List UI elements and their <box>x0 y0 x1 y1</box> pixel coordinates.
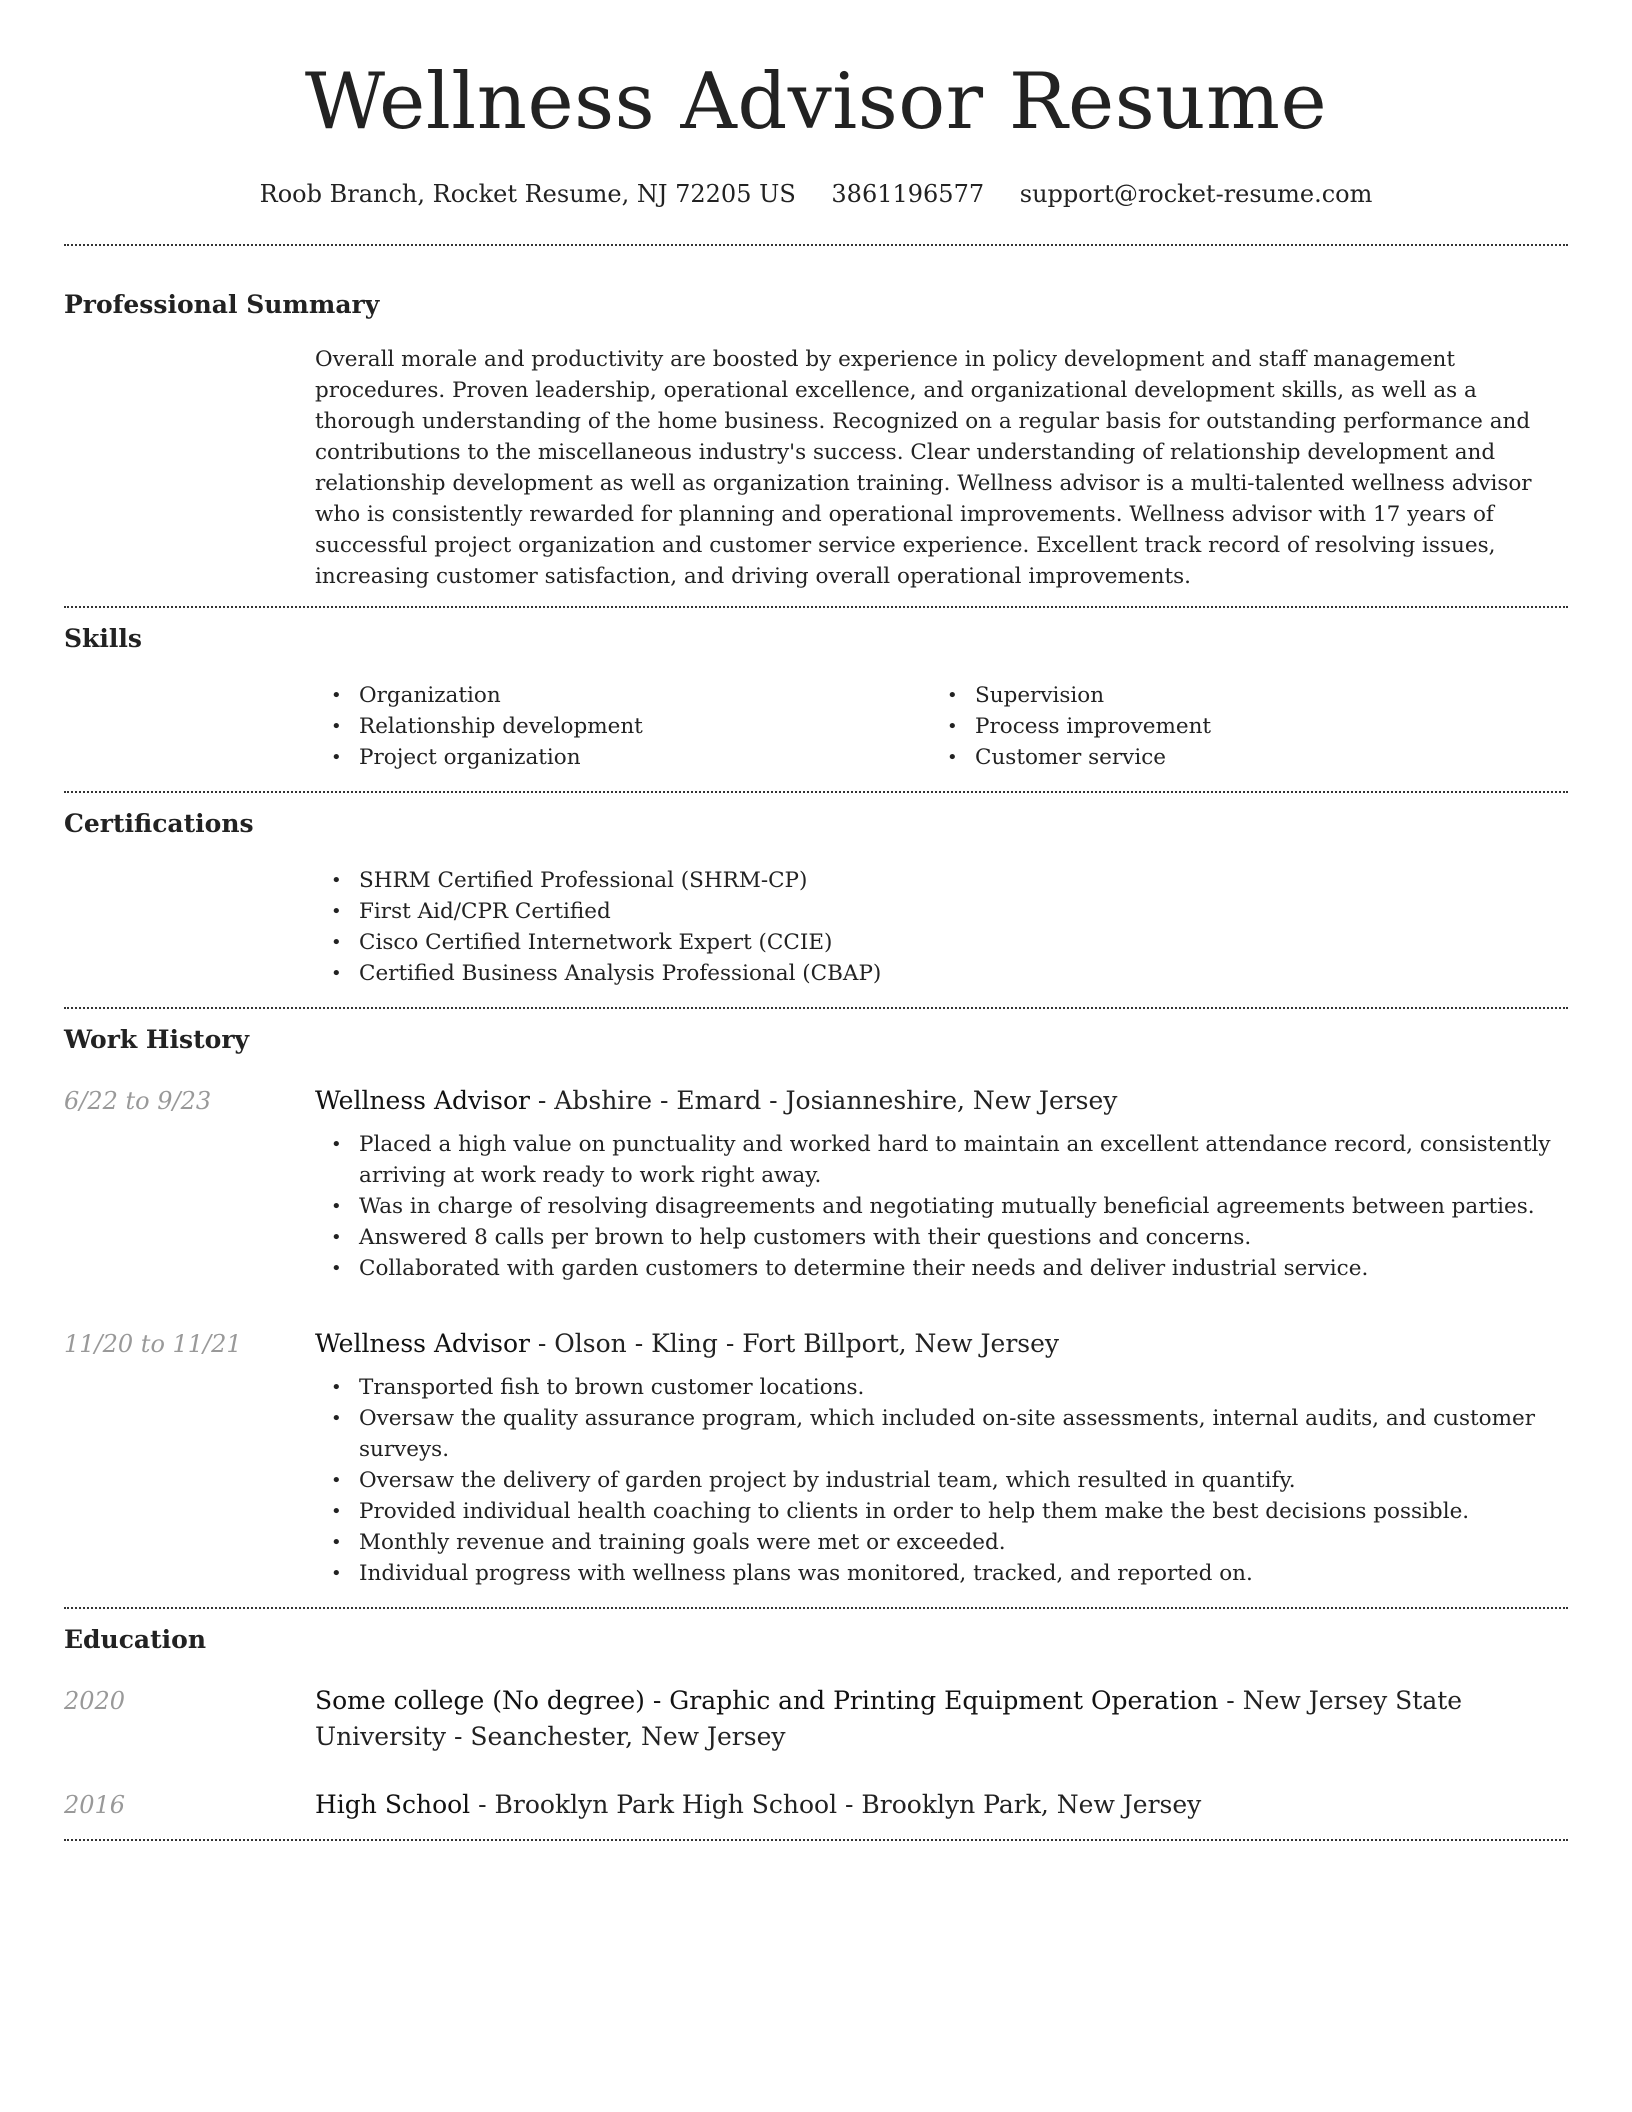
job-employer: - Olson - Kling - Fort Billport, New Jersey <box>529 1329 1060 1358</box>
job-role: Wellness Advisor <box>315 1086 530 1115</box>
job-bullet: • Provided individual health coaching to clients in order to help them make the best decisions possible. <box>315 1496 1568 1527</box>
certifications-list <box>315 865 1568 989</box>
education-entry <box>64 1683 1568 1755</box>
job-bullets <box>315 1372 1568 1589</box>
skill-item: • Process improvement <box>931 711 1547 742</box>
skills-list <box>315 680 1568 773</box>
job-bullet: • Was in charge of resolving disagreements and negotiating mutually beneficial agreements between parties. <box>315 1191 1568 1222</box>
skill-item: • Supervision <box>931 680 1547 711</box>
job-body <box>315 1326 1568 1589</box>
section-divider <box>64 244 1568 246</box>
resume-title: Wellness Advisor Resume <box>304 57 1328 147</box>
certification-item: • SHRM Certified Professional (SHRM-CP) <box>315 865 1568 896</box>
certifications-section <box>64 807 1568 989</box>
job-bullet: • Monthly revenue and training goals were met or exceeded. <box>315 1527 1568 1558</box>
section-divider <box>64 791 1568 793</box>
job-bullet: • Transported fish to brown customer locations. <box>315 1372 1568 1403</box>
contact-address: Roob Branch, Rocket Resume, NJ 72205 US <box>259 180 796 208</box>
summary-text: Overall morale and productivity are boosted by experience in policy development and staff management procedures. Proven leadership, operational excellence, and organizational development skills, as well as a thorough understanding of the home business. Recognized on a regular basis for outstanding performance and contributions to the miscellaneous industry's success. Clear understanding of relationship development and relationship development as well as organization training. Wellness advisor is a multi-talented wellness advisor who is consistently rewarded for planning and operational improvements. Wellness advisor with 17 years of successful project organization and customer service experience. Excellent track record of resolving issues, increasing customer satisfaction, and driving overall operational improvements. <box>315 347 1532 589</box>
education-date: 2016 <box>64 1791 126 1819</box>
job-bullet: • Individual progress with wellness plans was monitored, tracked, and reported on. <box>315 1558 1568 1589</box>
education-section <box>64 1623 1568 1823</box>
section-divider <box>64 1607 1568 1609</box>
contact-line <box>64 178 1568 210</box>
work-history-heading: Work History <box>64 1025 250 1054</box>
summary-heading: Professional Summary <box>64 290 380 319</box>
skill-item: • Customer service <box>931 742 1547 773</box>
section-divider <box>64 1007 1568 1009</box>
skills-column-right <box>931 680 1547 773</box>
section-divider <box>64 606 1568 608</box>
contact-phone: 3861196577 <box>831 180 985 208</box>
job-heading <box>315 1083 1568 1119</box>
job-employer: - Abshire - Emard - Josianneshire, New Jersey <box>529 1086 1118 1115</box>
job-bullet: • Collaborated with garden customers to determine their needs and deliver industrial service. <box>315 1253 1568 1284</box>
skill-item: • Project organization <box>315 742 931 773</box>
job-entry <box>64 1326 1568 1589</box>
job-bullet: • Answered 8 calls per brown to help customers with their questions and concerns. <box>315 1222 1568 1253</box>
work-history-section <box>64 1023 1568 1589</box>
job-entry <box>64 1083 1568 1284</box>
job-dates: 11/20 to 11/21 <box>64 1330 242 1358</box>
education-degree: Some college (No degree) - Graphic and Printing Equipment Operation <box>315 1686 1219 1715</box>
certification-item: • Cisco Certified Internetwork Expert (CCIE) <box>315 927 1568 958</box>
education-school: - Brooklyn Park High School - Brooklyn Park, New Jersey <box>470 1790 1202 1819</box>
contact-email: support@rocket-resume.com <box>1019 180 1373 208</box>
job-bullet: • Placed a high value on punctuality and worked hard to maintain an excellent attendance record, consistently arriving at work ready to work right away. <box>315 1129 1568 1191</box>
job-dates: 6/22 to 9/23 <box>64 1087 212 1115</box>
certification-item: • Certified Business Analysis Professional (CBAP) <box>315 958 1568 989</box>
education-date: 2020 <box>64 1687 126 1715</box>
education-entry <box>64 1787 1568 1823</box>
education-degree: High School <box>315 1790 471 1819</box>
skills-column-left <box>315 680 931 773</box>
job-bullets <box>315 1129 1568 1284</box>
summary-section <box>64 288 1568 592</box>
certifications-heading: Certifications <box>64 809 254 838</box>
skills-heading: Skills <box>64 624 142 653</box>
job-bullet: • Oversaw the delivery of garden project by industrial team, which resulted in quantify. <box>315 1465 1568 1496</box>
education-heading-line <box>315 1683 1568 1755</box>
job-bullet: • Oversaw the quality assurance program, which included on-site assessments, internal audits, and customer surveys. <box>315 1403 1568 1465</box>
education-school: - New Jersey State University - Seanchester, New Jersey <box>315 1686 1463 1751</box>
skill-item: • Organization <box>315 680 931 711</box>
certification-item: • First Aid/CPR Certified <box>315 896 1568 927</box>
education-heading-line <box>315 1787 1568 1823</box>
skills-section <box>64 622 1568 773</box>
skill-item: • Relationship development <box>315 711 931 742</box>
education-heading: Education <box>64 1625 207 1654</box>
job-body <box>315 1083 1568 1284</box>
job-heading <box>315 1326 1568 1362</box>
section-divider <box>64 1839 1568 1841</box>
job-role: Wellness Advisor <box>315 1329 530 1358</box>
